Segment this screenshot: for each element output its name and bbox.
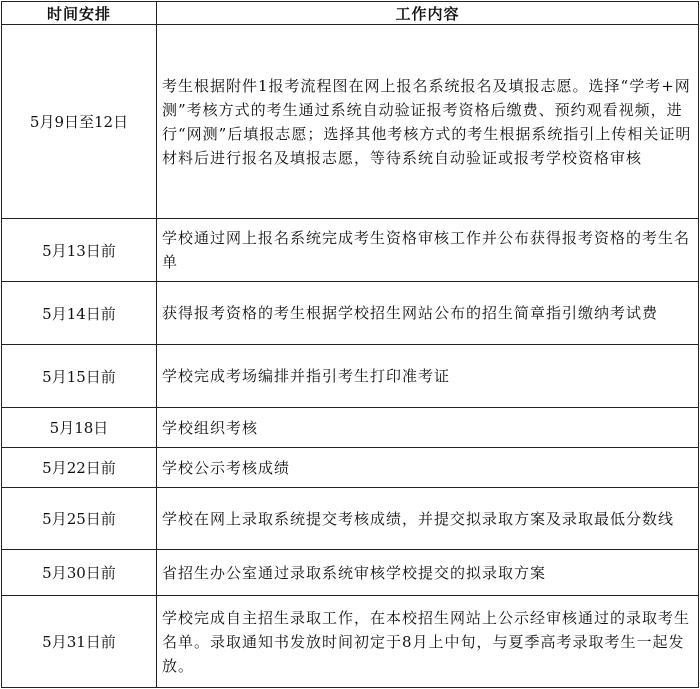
row-content: 学校通过网上报名系统完成考生资格审核工作并公布获得报考资格的考生名单 xyxy=(157,219,699,282)
table-row xyxy=(2,282,699,345)
table-row xyxy=(2,447,699,488)
table-row xyxy=(2,408,699,448)
row-time: 5月30日前 xyxy=(2,550,157,596)
table-row xyxy=(2,550,699,596)
table-row xyxy=(2,596,699,688)
row-time: 5月22日前 xyxy=(2,447,157,488)
row-time: 5月31日前 xyxy=(2,596,157,688)
table-row xyxy=(2,488,699,550)
row-time: 5月15日前 xyxy=(2,345,157,408)
row-content: 学校在网上录取系统提交考核成绩，并提交拟录取方案及录取最低分数线 xyxy=(157,488,699,550)
schedule-table xyxy=(1,1,699,688)
header-content: 工作内容 xyxy=(157,2,699,25)
row-content: 学校组织考核 xyxy=(157,408,699,448)
row-content: 省招生办公室通过录取系统审核学校提交的拟录取方案 xyxy=(157,550,699,596)
row-time: 5月13日前 xyxy=(2,219,157,282)
table-row xyxy=(2,219,699,282)
row-content: 学校完成自主招生录取工作，在本校招生网站上公示经审核通过的录取考生名单。录取通知书发放时间初定于8月上中旬，与夏季高考录取考生一起发放。 xyxy=(157,596,699,688)
row-content: 学校公示考核成绩 xyxy=(157,447,699,488)
row-time: 5月14日前 xyxy=(2,282,157,345)
row-time: 5月18日 xyxy=(2,408,157,448)
row-content: 考生根据附件1报考流程图在网上报名系统报名及填报志愿。选择“学考+网测”考核方式的考生通过系统自动验证报考资格后缴费、预约观看视频，进行“网测”后填报志愿；选择其他考核方式的考生根据系统指引上传相关证明材料后进行报名及填报志愿，等待系统自动验证或报考学校资格审核 xyxy=(157,25,699,219)
header-row xyxy=(2,2,699,25)
table-row xyxy=(2,25,699,219)
table-row xyxy=(2,345,699,408)
row-time: 5月9日至12日 xyxy=(2,25,157,219)
row-time: 5月25日前 xyxy=(2,488,157,550)
row-content: 学校完成考场编排并指引考生打印准考证 xyxy=(157,345,699,408)
row-content: 获得报考资格的考生根据学校招生网站公布的招生简章指引缴纳考试费 xyxy=(157,282,699,345)
header-time: 时间安排 xyxy=(2,2,157,25)
